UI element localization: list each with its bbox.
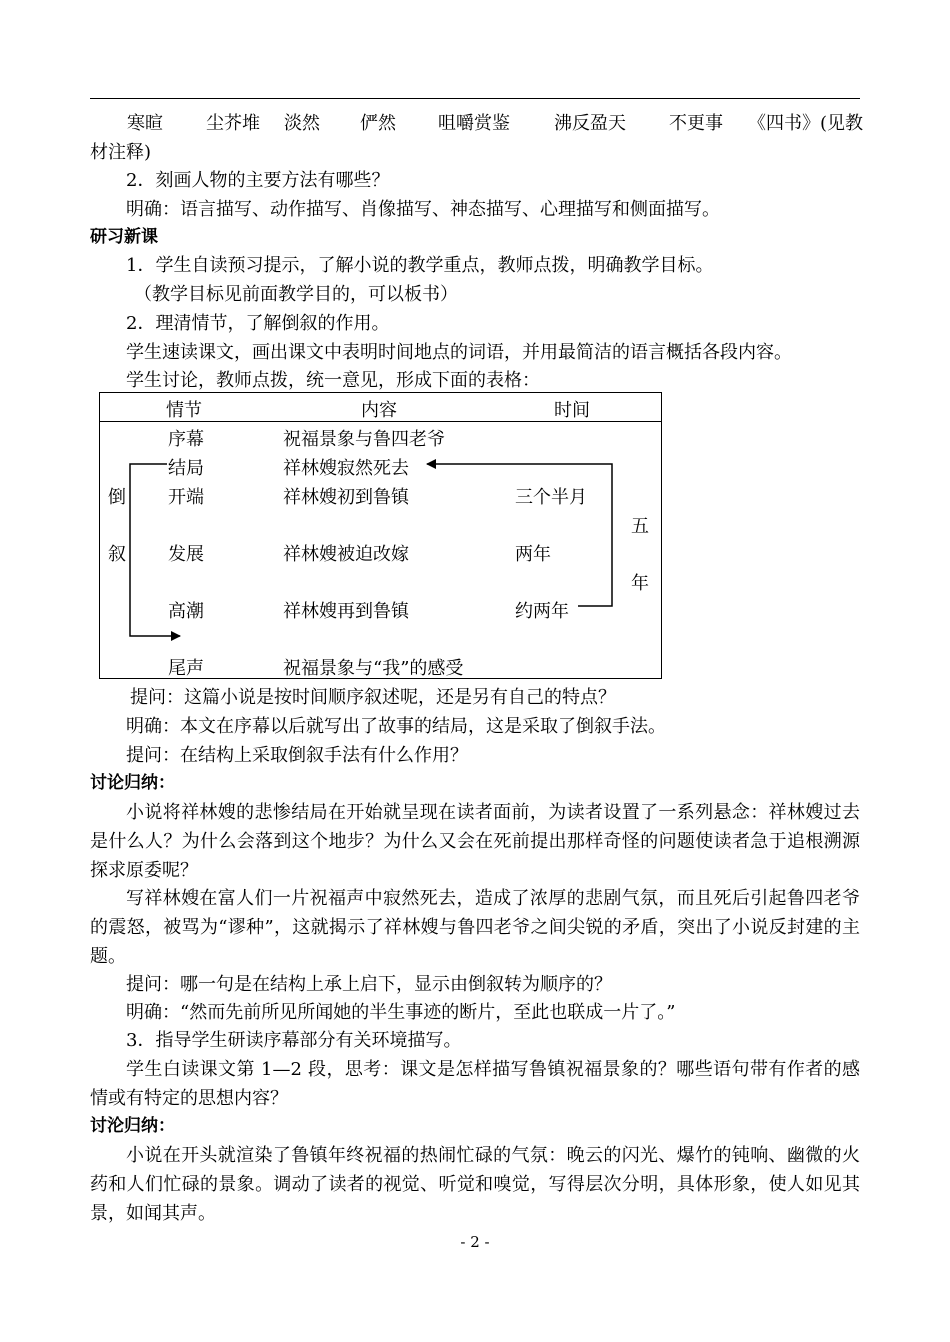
row-plot: 序幕	[168, 429, 204, 450]
question-flashback-effect: 提问：在结构上采取倒叙手法有什么作用？	[126, 745, 468, 766]
row-plot: 尾声	[168, 658, 204, 679]
vocab-word: 咀嚼赏鉴	[438, 113, 510, 134]
answer-transition: 明确：“然而先前所见所闻她的半生事迹的断片，至此也联成一片了。”	[126, 1002, 676, 1023]
row-plot: 高潮	[168, 601, 204, 622]
row-plot: 发展	[168, 544, 204, 565]
vocab-word: 《四书》(见教	[748, 113, 864, 134]
vocab-word: 沸反盈天	[554, 113, 626, 134]
step-2: 2．理清情节，了解倒叙的作用。	[126, 313, 390, 334]
question-2: 2．刻画人物的主要方法有哪些？	[126, 170, 390, 191]
question-2-answer: 明确：语言描写、动作描写、肖像描写、神态描写、心理描写和侧面描写。	[126, 199, 720, 220]
vocab-continuation: 材注释)	[90, 142, 152, 163]
question-narrative: 提问：这篇小说是按时间顺序叙述呢，还是另有自己的特点？	[130, 687, 616, 708]
row-time: 三个半月	[515, 487, 587, 508]
flashback-label-char: 叙	[108, 544, 126, 565]
row-time: 两年	[515, 544, 551, 565]
table-header-content: 内容	[361, 400, 397, 421]
flashback-label-char: 倒	[108, 487, 126, 508]
timeline-arrow	[427, 464, 612, 606]
step-1-note: （教学目标见前面教学目的，可以板书）	[134, 284, 458, 305]
row-plot: 开端	[168, 487, 204, 508]
row-content: 祝福景象与鲁四老爷	[283, 429, 445, 450]
row-content: 祥林嫂再到鲁镇	[283, 601, 409, 622]
row-content: 祝福景象与“我”的感受	[283, 658, 464, 679]
question-transition: 提问：哪一句是在结构上承上启下，显示由倒叙转为顺序的？	[126, 974, 612, 995]
step-1: 1．学生自读预习提示，了解小说的教学重点，教师点拨，明确教学目标。	[126, 255, 714, 276]
vocab-word: 寒暄	[127, 113, 163, 134]
row-content: 祥林嫂寂然死去	[283, 458, 409, 479]
step-3: 3．指导学生研读序幕部分有关环境描写。	[126, 1030, 462, 1051]
row-time: 约两年	[515, 601, 569, 622]
row-content: 祥林嫂初到鲁镇	[283, 487, 409, 508]
vocab-word: 俨然	[360, 113, 396, 134]
flashback-arrow	[130, 464, 180, 636]
discussion-paragraph: 小说将祥林嫂的悲惨结局在开始就呈现在读者面前，为读者设置了一系列悬念：祥林嫂过去是什么人？为什么会落到这个地步？为什么又会在死前提出那样奇怪的问题使读者急于追根溯源探求原委呢？	[90, 802, 860, 881]
page-number: - 2 -	[460, 1233, 490, 1251]
discussion-paragraph-2: 小说在开头就渲染了鲁镇年终祝福的热闹忙碌的气氛：晚云的闪光、爆竹的钝响、幽微的火药和人们忙碌的景象。调动了读者的视觉、听觉和嗅觉，写得层次分明，具体形象，使人如见其景，如闻其声。	[90, 1145, 860, 1224]
vocab-word: 不更事	[669, 113, 723, 134]
section-title-new-lesson: 研习新课	[90, 227, 158, 247]
answer-narrative: 明确：本文在序幕以后就写出了故事的结局，这是采取了倒叙手法。	[126, 716, 666, 737]
discussion-title-2: 讨沦归纳：	[90, 1116, 175, 1136]
step-2-task: 学生速读课文，画出课文中表明时间地点的词语，并用最简洁的语言概括各段内容。	[126, 342, 792, 363]
vocab-word: 淡然	[284, 113, 320, 134]
row-plot: 结局	[168, 458, 204, 479]
table-header-plot: 情节	[166, 400, 202, 421]
vocab-word: 尘芥堆	[206, 113, 260, 134]
row-content: 祥林嫂被迫改嫁	[283, 544, 409, 565]
step-2-discussion: 学生讨论，教师点拨，统一意见，形成下面的表格：	[126, 370, 540, 391]
step-3-task: 学生白读课文第 1—2 段，思考：课文是怎样描写鲁镇祝福景象的？哪些语句带有作者的感情或有特定的思想内容？	[90, 1059, 860, 1109]
discussion-title: 讨论归纳：	[90, 773, 175, 793]
five-years-label-char: 五	[631, 516, 649, 537]
table-header-time: 时间	[554, 400, 590, 421]
discussion-paragraph: 写祥林嫂在富人们一片祝福声中寂然死去，造成了浓厚的悲剧气氛，而且死后引起鲁四老爷的震怒，被骂为“谬种”，这就揭示了祥林嫂与鲁四老爷之间尖锐的矛盾，突出了小说反封建的主题。	[90, 888, 860, 967]
five-years-label-char: 年	[631, 573, 649, 594]
